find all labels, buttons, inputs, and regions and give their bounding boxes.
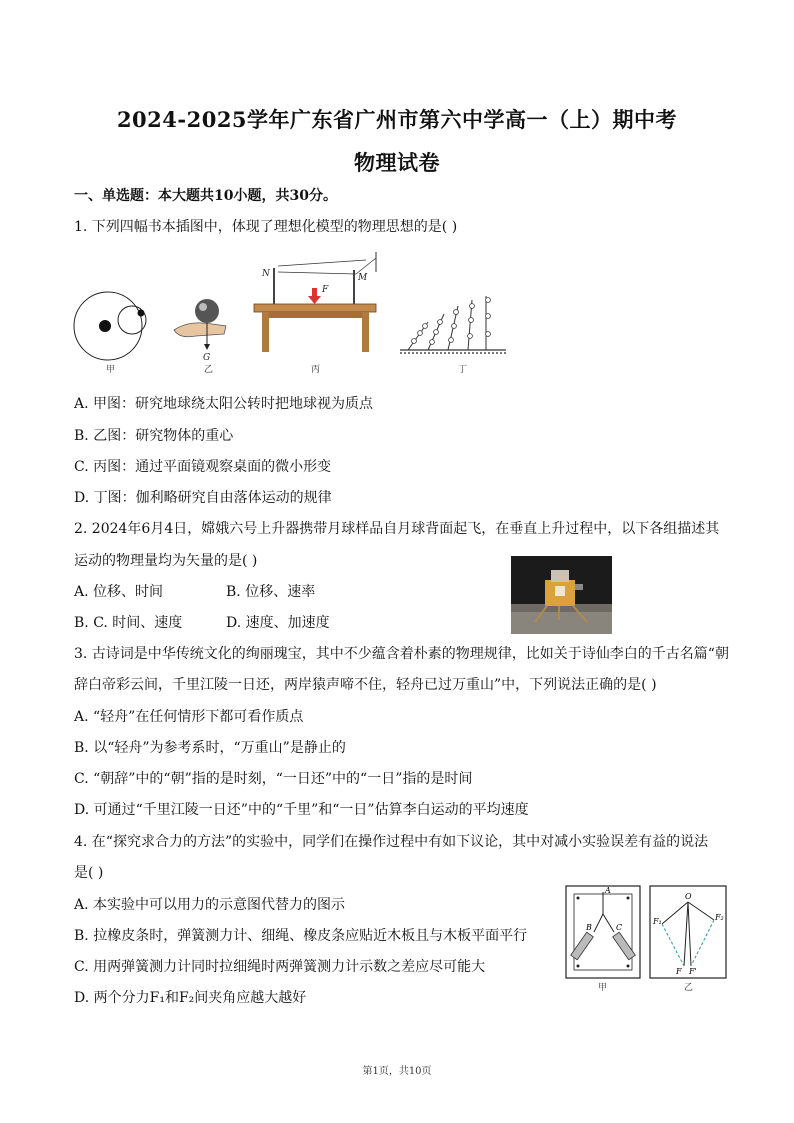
question-4-option-a: A. 本实验中可以用力的示意图代替力的图示 xyxy=(74,897,346,913)
hand-ball-diagram xyxy=(174,299,226,350)
question-2-option-a: A. 位移、时间 xyxy=(74,584,164,600)
lunar-lander-photo xyxy=(511,556,612,634)
fig4-label-yi: 乙 xyxy=(684,983,694,993)
question-4-option-b: B. 拉橡皮条时，弹簧测力计、细绳、橡皮条应贴近木板且与木板平面平行 xyxy=(74,928,528,944)
question-1-option-c: C. 丙图：通过平面镜观察桌面的微小形变 xyxy=(74,459,332,475)
section-heading: 一、单选题：本大题共10小题，共30分。 xyxy=(74,188,337,204)
fig-label-ding: 丁 xyxy=(458,365,468,375)
question-1-option-b: B. 乙图：研究物体的重心 xyxy=(74,428,234,444)
question-4-option-d: D. 两个分力F₁和F₂间夹角应越大越好 xyxy=(74,990,307,1006)
fig4-label-F2: F₂ xyxy=(715,913,724,922)
fig-label-bing: 丙 xyxy=(311,365,321,375)
paper-title-line2: 物理试卷 xyxy=(354,150,440,175)
question-3-stem-line1: 3. 古诗词是中华传统文化的绚丽瑰宝，其中不少蕴含着朴素的物理规律，比如关于诗仙李白的千古名篇“朝 xyxy=(74,646,729,662)
question-3-stem-line2: 辞白帝彩云间，千里江陵一日还，两岸猿声啼不住，轻舟已过万重山”中，下列说法正确的是( ) xyxy=(74,677,657,693)
question-1-stem: 1. 下列四幅书本插图中，体现了理想化模型的物理思想的是( ) xyxy=(74,219,458,235)
fig4-label-B: B xyxy=(586,923,592,932)
question-1-option-d: D. 丁图：伽利略研究自由落体运动的规律 xyxy=(74,490,332,506)
fig4-label-C: C xyxy=(616,923,623,932)
page-footer: 第1页，共10页 xyxy=(362,1066,432,1077)
fig4-label-Fprime: F' xyxy=(689,967,697,976)
question-3-option-a: A. “轻舟”在任何情形下都可看作质点 xyxy=(74,709,304,725)
question-1-figure xyxy=(66,250,506,380)
fig-label-N: N xyxy=(262,269,270,279)
fig-label-yi: 乙 xyxy=(204,365,214,375)
question-2-stem-line1: 2. 2024年6月4日，嫦娥六号上升器携带月球样品自月球背面起飞，在垂直上升过程中，以下各组描述其 xyxy=(74,521,720,537)
question-4-figure xyxy=(564,884,730,994)
fig-label-jia: 甲 xyxy=(106,365,116,375)
question-2-option-b: B. 位移、速率 xyxy=(226,584,316,600)
fig4-label-O: O xyxy=(685,892,692,901)
question-2-option-c: B. C. 时间、速度 xyxy=(74,615,183,631)
question-3-option-c: C. “朝辞”中的“朝”指的是时刻，“一日还”中的“一日”指的是时间 xyxy=(74,771,473,787)
question-4-stem-line1: 4. 在“探究求合力的方法”的实验中，同学们在操作过程中有如下议论，其中对减小实验误差有益的说法 xyxy=(74,834,709,850)
question-1-option-a: A. 甲图：研究地球绕太阳公转时把地球视为质点 xyxy=(74,396,374,412)
fig-label-M: M xyxy=(358,273,368,283)
paper-title-line1: 2024-2025学年广东省广州市第六中学高一（上）期中考 xyxy=(116,107,678,132)
fig4-label-jia: 甲 xyxy=(598,983,608,993)
question-3-option-d: D. 可通过“千里江陵一日还”中的“千里”和“一日”估算李白运动的平均速度 xyxy=(74,802,529,818)
fig-label-F: F xyxy=(322,285,329,295)
question-3-option-b: B. 以“轻舟”为参考系时，“万重山”是静止的 xyxy=(74,740,346,756)
fig4-label-F: F xyxy=(676,967,682,976)
fig-label-G: G xyxy=(203,353,211,363)
fig4-label-F1: F₁ xyxy=(653,917,662,926)
question-2-option-d: D. 速度、加速度 xyxy=(226,615,330,631)
question-4-stem-line2: 是( ) xyxy=(74,865,104,881)
inclined-planes-diagram xyxy=(400,296,506,353)
orbit-diagram xyxy=(74,292,146,360)
fig4-label-A: A xyxy=(605,886,611,895)
table-mirror-diagram xyxy=(254,252,376,352)
question-4-option-c: C. 用两弹簧测力计同时拉细绳时两弹簧测力计示数之差应尽可能大 xyxy=(74,959,486,975)
question-2-stem-line2: 运动的物理量均为矢量的是( ) xyxy=(74,553,258,569)
